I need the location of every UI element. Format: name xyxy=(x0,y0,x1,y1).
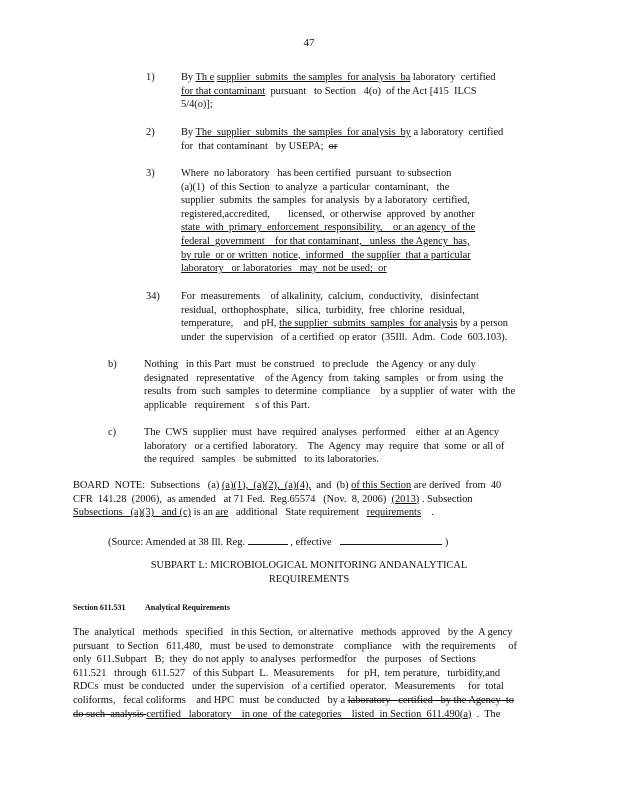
text-line xyxy=(73,479,533,493)
text-segment: 5/4(o)]; xyxy=(181,99,213,111)
text-line xyxy=(181,331,536,345)
text-segment: registered,accredited, licensed, or otherwise approved by another xyxy=(181,208,475,220)
text-line xyxy=(144,399,530,413)
text-segment: 611.521 through 611.527 of this Subpart L. Measurements for pH, tem perature, turbidity,and xyxy=(73,667,501,679)
text-segment: supplier submits the samples for analysis by a laboratory certified, xyxy=(181,195,470,207)
subpart-title-line-2: REQUIREMENTS xyxy=(268,574,350,585)
item-number: 34) xyxy=(146,291,160,302)
inserted-text: Subsections (a)(3) and (c) xyxy=(73,507,192,519)
text-line xyxy=(181,208,531,222)
struck-text: do such analysis xyxy=(73,708,147,720)
text-segment: laboratory or a certified laboratory. The Agency may require that some or all of xyxy=(144,440,505,452)
source-register-blank xyxy=(248,534,288,545)
text-line xyxy=(73,626,533,640)
text-line xyxy=(73,708,533,722)
text-segment: Where no laboratory has been certified pursuant to subsection xyxy=(181,168,452,179)
text-segment: . Subsection xyxy=(419,493,473,505)
text-line xyxy=(73,506,533,520)
text-segment: only 611.Subpart B; they do not apply to analyses performedfor the purposes of Sections xyxy=(73,654,476,666)
source-middle: , effective xyxy=(290,537,332,548)
text-line xyxy=(144,426,530,440)
text-segment: (a)(1) of this Section to analyze a particular contaminant, the xyxy=(181,181,450,193)
item-number: c) xyxy=(108,427,117,438)
struck-text: laboratory certified by the Agency to xyxy=(347,694,514,706)
text-segment: by a person xyxy=(457,318,508,330)
text-segment: for that contaminant by USEPA; xyxy=(181,140,329,152)
text-segment: BOARD NOTE: Subsections (a) xyxy=(73,480,222,491)
board-note xyxy=(73,479,533,520)
text-line xyxy=(73,653,533,667)
item-body xyxy=(181,126,531,153)
text-line xyxy=(144,372,530,386)
text-segment: By xyxy=(181,127,196,138)
text-line xyxy=(181,126,531,140)
text-line xyxy=(181,98,531,112)
item-number: 1) xyxy=(146,72,155,83)
text-line xyxy=(181,304,536,318)
text-segment: under the supervision of a certified op erator (35Ill. Adm. Code 603.103). xyxy=(181,331,508,343)
text-line xyxy=(181,194,531,208)
text-line xyxy=(181,140,531,154)
text-segment: . xyxy=(421,507,434,519)
item-body xyxy=(181,167,531,276)
item-body xyxy=(144,426,530,467)
inserted-text: laboratory or laboratories may not be used; or xyxy=(181,263,387,275)
text-line xyxy=(181,167,531,181)
source-prefix: (Source: Amended at 38 Ill. Reg. xyxy=(108,537,246,548)
inserted-text: for that contaminant xyxy=(181,85,266,97)
text-line xyxy=(144,385,530,399)
text-line xyxy=(73,493,533,507)
text-segment: residual, orthophosphate, silica, turbidity, free chlorine residual, xyxy=(181,304,465,316)
text-line xyxy=(144,440,530,454)
text-line xyxy=(144,358,530,372)
text-segment: Nothing in this Part must be construed to preclude the Agency or any duly xyxy=(144,359,476,370)
text-line xyxy=(73,680,533,694)
text-segment: are derived from 40 xyxy=(411,480,502,491)
source-effective-blank xyxy=(340,534,442,545)
inserted-text: the supplier submits samples for analysis xyxy=(279,318,458,330)
inserted-text: certified laboratory in one of the categories listed in Section 611.490(a) xyxy=(146,708,472,720)
text-segment: pursuant to Section 4(o) of the Act [415 ILCS xyxy=(265,85,477,97)
inserted-text: (a)(1), (a)(2), (a)(4), xyxy=(221,480,312,491)
text-segment: By xyxy=(181,72,196,83)
item-number: 2) xyxy=(146,127,155,138)
text-line xyxy=(181,249,531,263)
text-segment: pursuant to Section 611.480, must be used to demonstrate compliance with the requirements of xyxy=(73,640,518,652)
inserted-text: The supplier submits the samples for analysis by xyxy=(195,127,411,138)
source-suffix: ) xyxy=(444,537,449,548)
text-segment: designated representative of the Agency from taking samples or from using the xyxy=(144,372,504,384)
inserted-text: Th e xyxy=(195,72,215,83)
inserted-text: are xyxy=(215,507,229,519)
text-line xyxy=(73,667,533,681)
inserted-text: (2013) xyxy=(391,493,420,505)
inserted-text: supplier submits the samples for analysis ba xyxy=(216,72,411,83)
text-line xyxy=(181,85,531,99)
text-line xyxy=(181,235,531,249)
text-segment: The CWS supplier must have required analyses performed either at an Agency xyxy=(144,427,499,438)
text-segment: The analytical methods specified in this Section, or alternative methods approved by the A gency xyxy=(73,627,513,638)
text-line xyxy=(181,181,531,195)
section-title: Analytical Requirements xyxy=(145,603,230,612)
item-body xyxy=(181,71,531,112)
text-segment: laboratory certified xyxy=(410,72,496,83)
subpart-title-line-1: SUBPART L: MICROBIOLOGICAL MONITORING ANDANALYTICAL xyxy=(150,560,468,571)
text-segment: coliforms, fecal coliforms and HPC must be conducted by a xyxy=(73,694,348,706)
text-segment: . The xyxy=(471,708,501,720)
text-segment: the required samples be submitted to its laboratories. xyxy=(144,454,379,466)
item-number: b) xyxy=(108,359,117,370)
text-segment: a laboratory certified xyxy=(410,127,504,138)
section-body xyxy=(73,626,533,721)
text-segment: RDCs must be conducted under the supervision of a certified operator. Measurements for total xyxy=(73,681,504,693)
section-heading xyxy=(73,601,248,615)
inserted-text: state with primary enforcement responsibility, or an agency of the xyxy=(181,222,476,234)
inserted-text: by rule or or written notice, informed the supplier that a particular xyxy=(181,249,471,261)
page-number: 47 xyxy=(303,37,315,49)
text-line xyxy=(181,317,536,331)
text-segment: temperature, and pH, xyxy=(181,318,280,330)
text-line xyxy=(181,71,531,85)
inserted-text: of this Section xyxy=(351,480,412,491)
text-segment: is an xyxy=(191,507,216,519)
text-segment: applicable requirement s of this Part. xyxy=(144,399,310,411)
text-line xyxy=(181,262,531,276)
text-segment: additional State requirement xyxy=(228,507,367,519)
text-line xyxy=(73,640,533,654)
inserted-text: requirements xyxy=(366,507,421,519)
source-note xyxy=(108,534,508,550)
item-body xyxy=(181,290,536,344)
text-line xyxy=(181,221,531,235)
item-body xyxy=(144,358,530,412)
inserted-text: federal government for that contaminant, unless the Agency has, xyxy=(181,235,470,247)
text-line xyxy=(73,694,533,708)
text-segment: results from such samples to determine compliance by a supplier of water with the xyxy=(144,386,516,398)
struck-text: or xyxy=(328,140,338,152)
text-line xyxy=(181,290,536,304)
text-segment: For measurements of alkalinity, calcium, conductivity, disinfectant xyxy=(181,291,479,302)
item-number: 3) xyxy=(146,168,155,179)
section-number: Section 611.531 xyxy=(73,603,126,612)
text-segment: and (b) xyxy=(311,480,352,491)
text-segment: CFR 141.28 (2006), as amended at 71 Fed. Reg.65574 (Nov. 8, 2006) xyxy=(73,493,392,505)
text-line xyxy=(144,453,530,467)
